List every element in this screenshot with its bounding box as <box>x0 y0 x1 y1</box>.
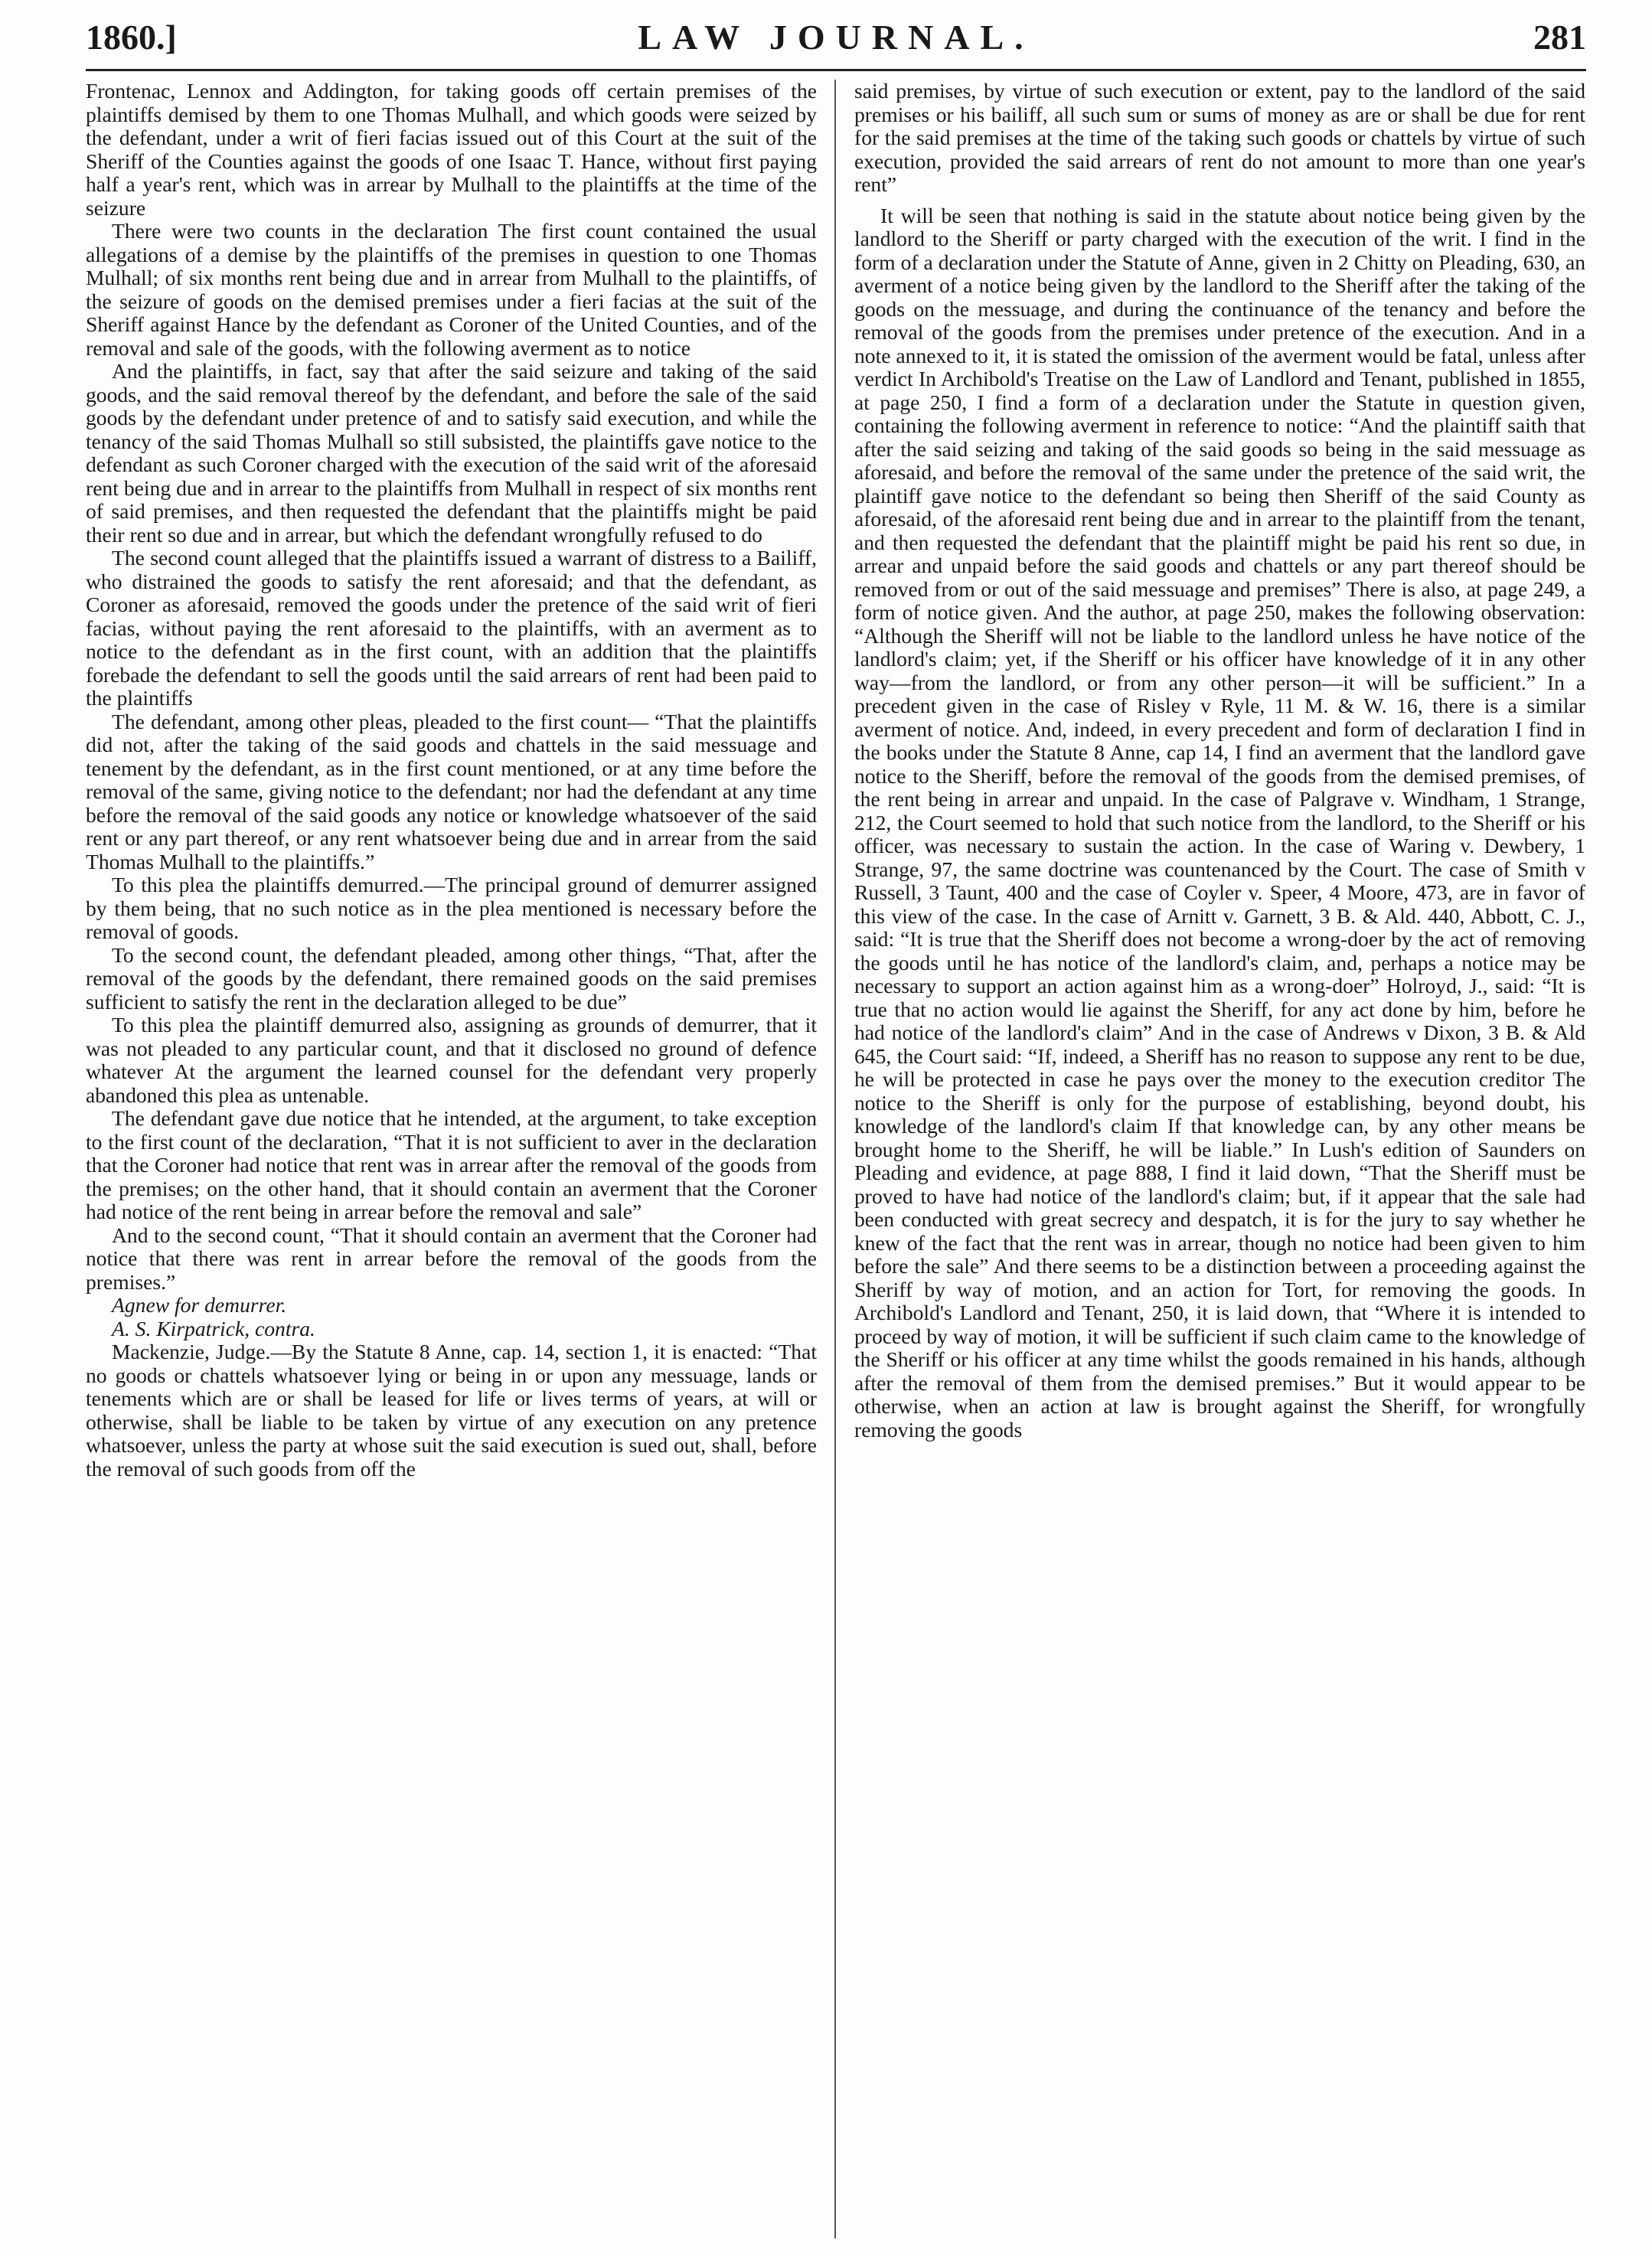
judgment-paragraph: Mackenzie, Judge.—By the Statute 8 Anne, cap. 14, section 1, it is enacted: “That no goods or chattels whatsoever lying or being in or upon any messuage, lands or tenements which are or shall be leased for life or lives terms of years, at will or otherwise, shall be liable to be taken by virtue of any execution on any pretence whatsoever, unless the party at whose suit the said execution is sued out, shall, before the removal of such goods from off the <box>86 1340 817 1481</box>
paragraph: To the second count, the defendant pleaded, among other things, “That, after the removal of the goods by the defendant, there remained goods on the said premises sufficient to satisfy the rent in the declaration alleged to be due” <box>86 942 817 1014</box>
paragraph: The defendant gave due notice that he intended, at the argument, to take exception to the first count of the declaration, “That it is not sufficient to aver in the declaration that the Coroner had notice that rent was in arrear after the removal of the goods from the premises; on the other hand, that it should contain an averment that the Coroner had notice of the rent being in arrear before the removal and sale” <box>86 1106 817 1223</box>
paragraph: The defendant, among other pleas, pleaded to the first count— “That the plaintiffs did not, after the taking of the said goods and chattels in the said messuage and tenement by the defendant, as in the first count mentioned, or at any time before the removal of the same, giving notice to the defendant; nor had the defendant at any time before the removal of the said goods any notice or knowledge whatsoever of the said rent or any part thereof, or any rent whatsoever being due and in arrear from the said Thomas Mulhall to the plaintiffs.” <box>86 709 817 873</box>
left-column <box>86 80 817 2245</box>
paragraph: To this plea the plaintiffs demurred.—The principal ground of demurrer assigned by them being, that no such notice as in the plea mentioned is necessary before the removal of goods. <box>86 873 817 943</box>
paragraph: It will be seen that nothing is said in the statute about notice being given by the landlord to the Sheriff or party charged with the execution of the writ. I find in the form of a declaration under the Statute of Anne, given in 2 Chitty on Pleading, 630, an averment of a notice being given by the landlord to the Sheriff after the taking of the goods on the messuage, and during the continuance of the tenancy and before the removal of the goods from the premises under pretence of the execution. And in a note annexed to it, it is stated the omission of the averment would be fatal, unless after verdict In Archibold's Treatise on the Law of Landlord and Tenant, published in 1855, at page 250, I find a form of a declaration under the Statute in question given, containing the following averment in reference to notice: “And the plaintiff saith that after the said seizing and taking of the said goods so being in the said messuage as aforesaid, and before the removal of the same under the pretence of the said writ, the plaintiff gave notice to the defendant so being then Sheriff of the said County as aforesaid, of the aforesaid rent being due and in arrear to the plaintiff from the tenant, and then requested the defendant that the plaintiff might be paid his rent so due, in arrear and unpaid before the said goods and chattels or any part thereof should be removed from or out of the said messuage and premises” There is also, at page 249, a form of notice given. And the author, at page 250, makes the following observation: “Although the Sheriff will not be liable to the landlord unless he have notice of the landlord's claim; yet, if the Sheriff or his officer have knowledge of it in any other way—from the landlord, or from any other person—it will be sufficient.” In a precedent given in the case of Risley v Ryle, 11 M. & W. 16, there is a similar averment of notice. And, indeed, in every precedent and form of declaration I find in the books under the Statute 8 Anne, cap 14, I find an averment that the landlord gave notice to the Sheriff, before the removal of the goods from the demised premises, of the rent being in arrear and unpaid. In the case of Palgrave v. Windham, 1 Strange, 212, the Court seemed to hold that such notice from the landlord, to the Sheriff or his officer, was necessary to sustain the action. In the case of Waring v. Dewbery, 1 Strange, 97, the same doctrine was countenanced by the Court. The case of Smith v Russell, 3 Taunt, 400 and the case of Coyler v. Speer, 4 Moore, 473, are in favor of this view of the case. In the case of Arnitt v. Garnett, 3 B. & Ald. 440, Abbott, C. J., said: “It is true that the Sheriff does not become a wrong-doer by the act of removing the goods until he has notice of the landlord's claim, and, perhaps a notice may be necessary to support an action against him as a wrong-doer” Holroyd, J., said: “It is true that no action would lie against the Sheriff, for any act done by him, before he had notice of the landlord's claim” And in the case of Andrews v Dixon, 3 B. & Ald 645, the Court said: “If, indeed, a Sheriff has no reason to suppose any rent to be due, he will be protected in case he pays over the money to the execution creditor The notice to the Sheriff is only for the purpose of establishing, beyond doubt, his knowledge of the landlord's claim If that knowledge can, by any other means be brought home to the Sheriff, he will be liable.” In Lush's edition of Saunders on Pleading and evidence, at page 888, I find it laid down, “That the Sheriff must be proved to have had notice of the landlord's claim; but, if it appear that the sale had been conducted with great secrecy and despatch, it is for the jury to say whether he knew of the fact that the rent was in arrear, though no notice had been given to him before the sale” And there seems to be a distinction between a proceeding against the Sheriff by way of motion, and an action for Tort, for removing the goods. In Archibold's Landlord and Tenant, 250, it is laid down, that “Where it is intended to proceed by way of motion, it will be sufficient if such claim came to the knowledge of the Sheriff or his officer at any time whilst the goods remained in his hands, although after the removal of them from the demised premises.” But it would appear to be otherwise, when an action at law is brought against the Sheriff, for wrongfully removing the goods <box>854 203 1585 1441</box>
paragraph: said premises, by virtue of such execution or extent, pay to the landlord of the said premises or his bailiff, all such sum or sums of money as are or shall be due for rent for the said premises at the time of the taking such goods or chattels by virtue of such execution, provided the said arrears of rent do not amount to more than one year's rent” <box>854 80 1585 196</box>
page-number: 281 <box>1533 18 1586 57</box>
paragraph: And the plaintiffs, in fact, say that after the said seizure and taking of the said goods, and the said removal thereof by the defendant, and before the sale of the said goods by the defendant under pretence of and to satisfy said execution, and while the tenancy of the said Thomas Mulhall so still subsisted, the plaintiffs gave notice to the defendant as such Coroner charged with the execution of the said writ of the aforesaid rent being due and in arrear to the plaintiffs from Mulhall in respect of six months rent of said premises, and then requested the defendant that the plaintiffs might be paid their rent so due and in arrear, but which the defendant wrongfully refused to do <box>86 359 817 547</box>
paragraph: The second count alleged that the plaintiffs issued a warrant of distress to a Bailiff, who distrained the goods to satisfy the rent aforesaid; and that the defendant, as Coroner as aforesaid, removed the goods under the pretence of the said writ of fieri facias, without paying the rent aforesaid to the plaintiffs, with an averment as to notice to the defendant as in the first count, with an addition that the plaintiffs forebade the defendant to sell the goods until the said arrears of rent had been paid to the plaintiffs <box>86 546 817 710</box>
page-header <box>86 17 1586 60</box>
header-year: 1860.] <box>86 18 177 57</box>
right-column <box>854 80 1585 2245</box>
header-rule <box>86 69 1586 71</box>
counsel-line: Agnew for demurrer. <box>112 1293 287 1317</box>
paragraph: And to the second count, “That it should contain an averment that the Coroner had notice that there was rent in arrear before the removal of the goods from the premises.” <box>86 1223 817 1294</box>
column-divider <box>834 80 836 2238</box>
counsel-line: A. S. Kirpatrick, contra. <box>112 1316 315 1340</box>
paragraph: To this plea the plaintiff demurred also, assigning as grounds of demurrer, that it was not pleaded to any particular count, and that it disclosed no ground of defence whatever At the argument the learned counsel for the defendant very properly abandoned this plea as untenable. <box>86 1013 817 1107</box>
paragraph: Frontenac, Lennox and Addington, for taking goods off certain premises of the plaintiffs demised by them to one Thomas Mulhall, and which goods were seized by the defendant, under a writ of fieri facias issued out of this Court at the suit of the Sheriff of the Counties against the goods of one Isaac T. Hance, without first paying half a year's rent, which was in arrear by Mulhall to the plaintiffs at the time of the seizure <box>86 80 817 220</box>
paragraph: There were two counts in the declaration The first count contained the usual allegations of a demise by the plaintiffs of the premises in question to one Thomas Mulhall; of six months rent being due and in arrear from Mulhall to the plaintiffs, of the seizure of goods on the demised premises under a fieri facias at the suit of the Sheriff against Hance by the defendant as Coroner of the United Counties, and of the removal and sale of the goods, with the following averment as to notice <box>86 219 817 360</box>
journal-title: LAW JOURNAL. <box>638 18 1034 57</box>
